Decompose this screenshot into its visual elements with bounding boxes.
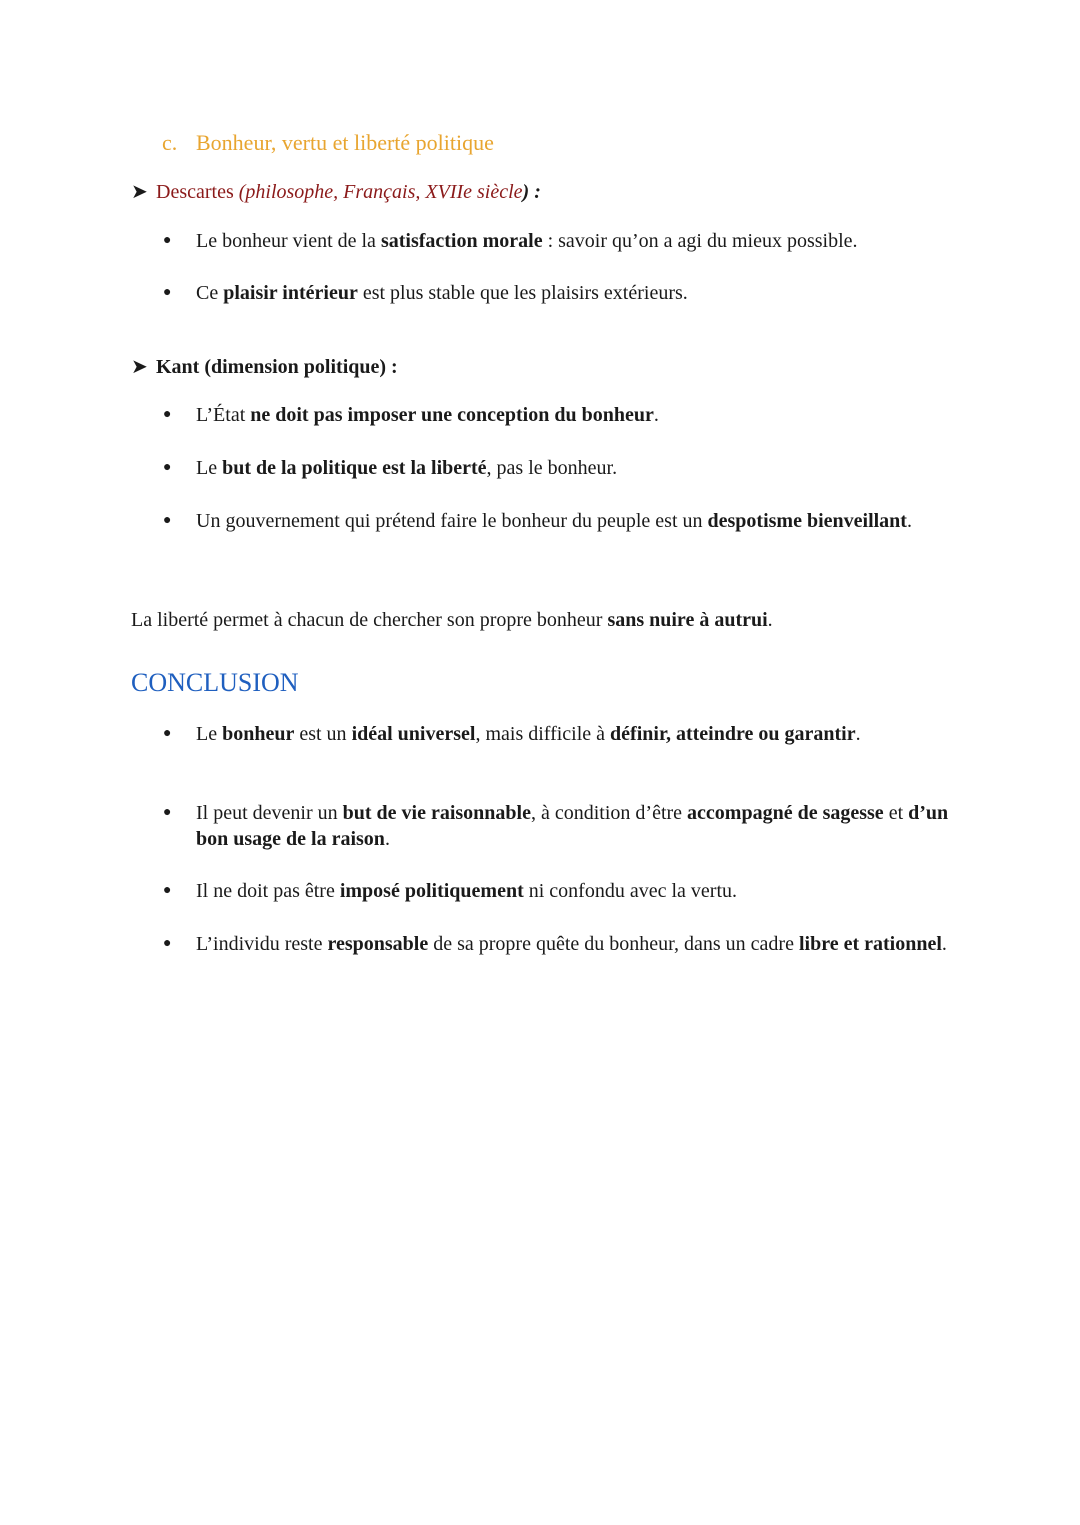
- arrow-icon: ➤: [131, 181, 148, 203]
- text-run: Le: [196, 457, 223, 479]
- text-run: .: [941, 933, 947, 955]
- list-item-text: [196, 878, 963, 904]
- text-run: Un gouvernement qui prétend faire le bonheur du peuple est un: [196, 510, 708, 532]
- bullet-icon: ●: [163, 285, 172, 300]
- text-run: Le: [196, 723, 223, 745]
- descartes-close: ) :: [522, 181, 541, 203]
- list-item-text: [196, 931, 963, 957]
- text-run: est plus stable que les plaisirs extérieurs.: [357, 282, 688, 304]
- bullet-icon: ●: [163, 460, 172, 475]
- bullet-icon: ●: [163, 513, 172, 528]
- list-item-text: [196, 455, 963, 481]
- text-run: , mais difficile à: [475, 723, 611, 745]
- text-run: .: [653, 404, 659, 426]
- text-run: satisfaction morale: [380, 230, 543, 252]
- text-run: d’un bon usage de la raison: [196, 802, 949, 850]
- text-run: libre et rationnel: [798, 933, 942, 955]
- list-item-text: [196, 800, 963, 852]
- descartes-name: Descartes: [156, 181, 239, 203]
- text-run: Ce: [196, 282, 224, 304]
- text-run: idéal universel: [351, 723, 476, 745]
- text-run: but de la politique est la liberté: [222, 457, 487, 479]
- list-item: [163, 931, 963, 957]
- list-item: [163, 228, 963, 254]
- list-item-text: [196, 280, 963, 306]
- text-run: bonheur: [222, 723, 295, 745]
- section-title: Bonheur, vertu et liberté politique: [196, 130, 494, 155]
- text-run: .: [384, 828, 390, 850]
- text-run: but de vie raisonnable: [342, 802, 531, 824]
- text-run: , pas le bonheur.: [486, 457, 618, 479]
- bullet-icon: ●: [163, 233, 172, 248]
- list-item-text: [196, 721, 963, 747]
- list-item: [163, 402, 963, 428]
- text-run: .: [767, 609, 773, 631]
- list-item-text: [196, 228, 963, 254]
- text-run: plaisir intérieur: [223, 282, 358, 304]
- text-run: accompagné de sagesse: [687, 802, 884, 824]
- text-run: .: [906, 510, 912, 532]
- text-run: imposé politiquement: [339, 880, 524, 902]
- descartes-detail: (philosophe, Français, XVIIe siècle: [238, 181, 523, 203]
- text-run: L’État: [196, 404, 251, 426]
- bullet-icon: ●: [163, 805, 172, 820]
- kant-heading: [131, 354, 961, 380]
- text-run: sans nuire à autrui: [607, 609, 768, 631]
- text-run: , à condition d’être: [530, 802, 688, 824]
- text-run: Il peut devenir un: [196, 802, 343, 824]
- text-run: : savoir qu’on a agi du mieux possible.: [542, 230, 858, 252]
- list-item: [163, 280, 963, 306]
- conclusion-heading: CONCLUSION: [131, 668, 299, 697]
- bullet-icon: ●: [163, 936, 172, 951]
- list-item-text: [196, 402, 963, 428]
- text-run: despotisme bienveillant: [707, 510, 907, 532]
- section-heading: [162, 130, 992, 156]
- list-item: [163, 721, 963, 747]
- text-run: de sa propre quête du bonheur, dans un cadre: [428, 933, 799, 955]
- list-item-text: [196, 508, 963, 534]
- text-run: La liberté permet à chacun de chercher son propre bonheur: [131, 609, 608, 631]
- text-run: ni confondu avec la vertu.: [523, 880, 738, 902]
- list-item: [163, 508, 963, 534]
- text-run: ne doit pas imposer une conception du bonheur: [250, 404, 654, 426]
- arrow-icon: ➤: [131, 356, 148, 378]
- bullet-icon: ●: [163, 726, 172, 741]
- bullet-icon: ●: [163, 883, 172, 898]
- section-label: c.: [162, 130, 178, 155]
- liberty-paragraph: [131, 607, 961, 633]
- list-item: [163, 455, 963, 481]
- list-item: [163, 800, 963, 852]
- bullet-icon: ●: [163, 407, 172, 422]
- text-run: définir, atteindre ou garantir: [610, 723, 856, 745]
- list-item: [163, 878, 963, 904]
- text-run: Le bonheur vient de la: [196, 230, 381, 252]
- text-run: et: [883, 802, 909, 824]
- text-run: est un: [294, 723, 352, 745]
- kant-title: Kant (dimension politique) :: [156, 356, 398, 378]
- text-run: .: [855, 723, 861, 745]
- descartes-heading: [131, 179, 961, 205]
- text-run: Il ne doit pas être: [196, 880, 340, 902]
- text-run: L’individu reste: [196, 933, 328, 955]
- text-run: responsable: [327, 933, 429, 955]
